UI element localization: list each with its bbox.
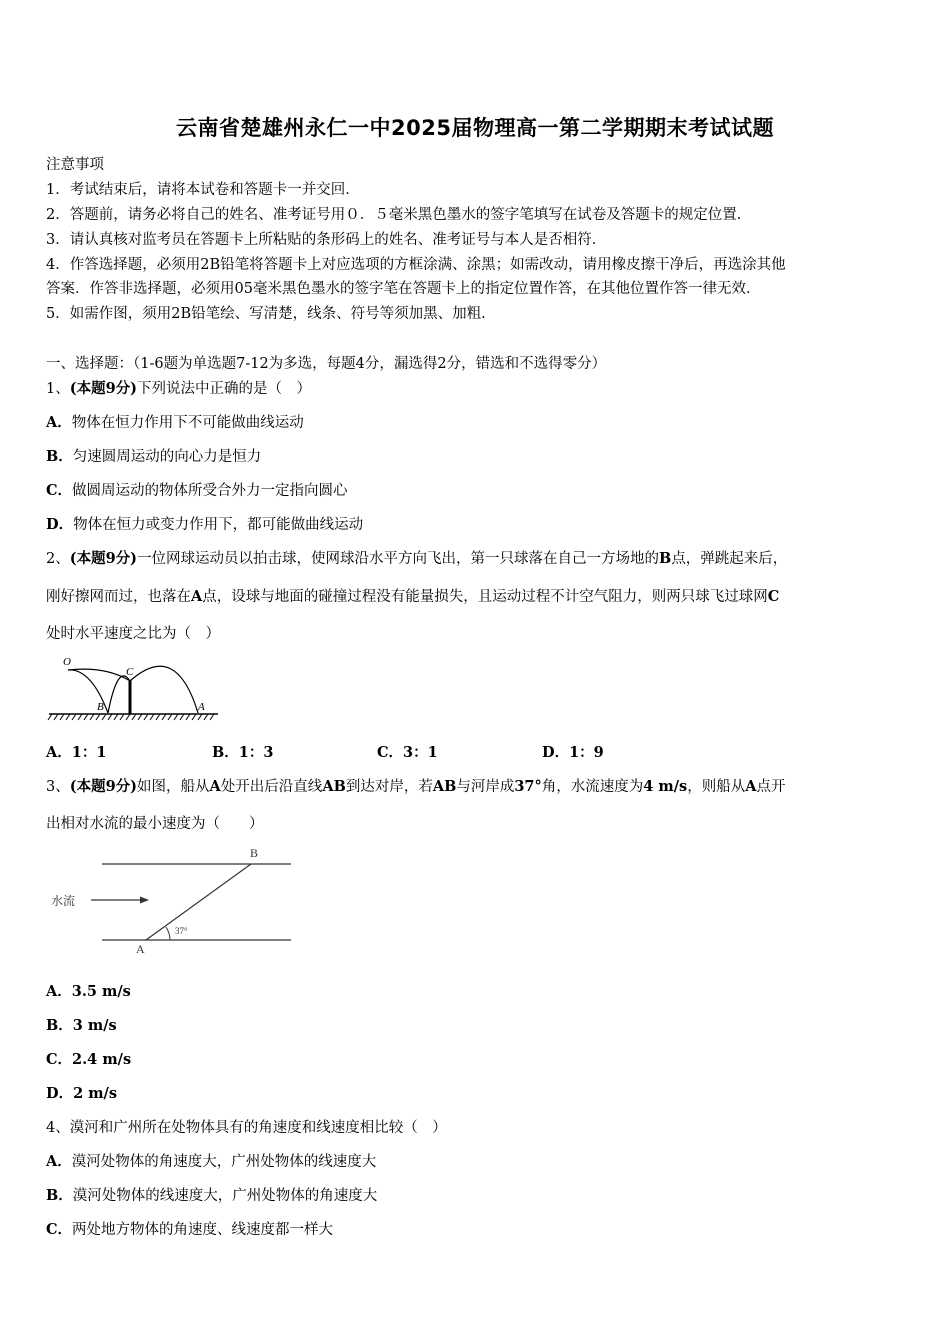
question-1-stem	[46, 377, 311, 398]
question-number: 1、	[46, 381, 70, 397]
q2-option-b[interactable]: B．1：3	[212, 744, 274, 761]
q4-option-c[interactable]: C．两处地方物体的角速度、线速度都一样大	[46, 1221, 334, 1238]
label-angle: 37°	[175, 926, 188, 936]
tennis-figure	[46, 650, 221, 722]
page-title: 云南省楚雄州永仁一中2025届物理高一第二学期期末考试试题	[176, 116, 774, 140]
notice-item: 答案．作答非选择题，必须用05毫米黑色墨水的签字笔在答题卡上的指定位置作答，在其他位置作答一律无效．	[46, 281, 761, 297]
label-o: O	[63, 656, 71, 668]
notice-item: 2．答题前，请务必将自己的姓名、准考证号用０．５毫米黑色墨水的签字笔填写在试卷及答题卡的规定位置．	[46, 207, 752, 223]
q3-option-c[interactable]: C．2.4 m/s	[46, 1051, 132, 1068]
q2-option-c[interactable]: C．3：1	[377, 744, 438, 761]
question-tag: (本题9分)	[69, 380, 138, 397]
label-a: A	[198, 701, 205, 713]
question-text: 下列说法中正确的是（ ）	[137, 381, 312, 397]
label-b: B	[250, 846, 259, 860]
notice-heading: 注意事项	[46, 157, 104, 173]
question-2-stem-line2: 刚好擦网而过，也落在A点，设球与地面的碰撞过程没有能量损失，且运动过程不计空气阻力，则两只球飞过球网C	[46, 588, 780, 605]
q3-option-b[interactable]: B．3 m/s	[46, 1017, 117, 1034]
q2-option-d[interactable]: D．1：9	[542, 744, 604, 761]
q4-option-a[interactable]: A．漠河处物体的角速度大，广州处物体的线速度大	[46, 1153, 377, 1170]
label-b: B	[97, 701, 104, 713]
q1-option-c[interactable]: C．做圆周运动的物体所受合外力一定指向圆心	[46, 482, 348, 499]
question-2-stem-line1: 2、(本题9分)一位网球运动员以拍击球，使网球沿水平方向飞出，第一只球落在自己一方场地的B点，弹跳起来后，	[46, 550, 788, 567]
q2-option-a[interactable]: A．1：1	[46, 744, 107, 761]
question-3-stem-line1: 3、(本题9分)如图，船从A处开出后沿直线AB到达对岸，若AB与河岸成37°角，水流速度为4 m/s，则船从A点开	[46, 778, 786, 795]
notice-item: 5．如需作图，须用2B铅笔绘、写清楚，线条、符号等须加黑、加粗．	[46, 306, 496, 322]
section-heading: 一、选择题：（1-6题为单选题7-12为多选，每题4分，漏选得2分，错选和不选得零分）	[46, 356, 607, 372]
q3-option-a[interactable]: A．3.5 m/s	[46, 983, 131, 1000]
question-4-stem: 4、漠河和广州所在处物体具有的角速度和线速度相比较（ ）	[46, 1120, 447, 1136]
q3-option-d[interactable]: D．2 m/s	[46, 1085, 118, 1102]
label-c: C	[126, 666, 134, 678]
notice-item: 3．请认真核对监考员在答题卡上所粘贴的条形码上的姓名、准考证号与本人是否相符．	[46, 232, 607, 248]
q1-option-d[interactable]: D．物体在恒力或变力作用下，都可能做曲线运动	[46, 516, 364, 533]
q1-option-a[interactable]: A．物体在恒力作用下不可能做曲线运动	[46, 414, 304, 431]
notice-item: 1．考试结束后，请将本试卷和答题卡一并交回．	[46, 182, 360, 198]
question-2-stem-line3: 处时水平速度之比为（ ）	[46, 626, 220, 642]
label-a: A	[136, 942, 145, 956]
river-figure	[46, 842, 296, 957]
notice-item: 4．作答选择题，必须用2B铅笔将答题卡上对应选项的方框涂满、涂黑；如需改动，请用橡皮擦干净后，再选涂其他	[46, 257, 786, 273]
q1-option-b[interactable]: B．匀速圆周运动的向心力是恒力	[46, 448, 262, 465]
question-3-stem-line2: 出相对水流的最小速度为（ ）	[46, 816, 264, 832]
label-flow: 水流	[51, 894, 76, 908]
q4-option-b[interactable]: B．漠河处物体的线速度大，广州处物体的角速度大	[46, 1187, 378, 1204]
